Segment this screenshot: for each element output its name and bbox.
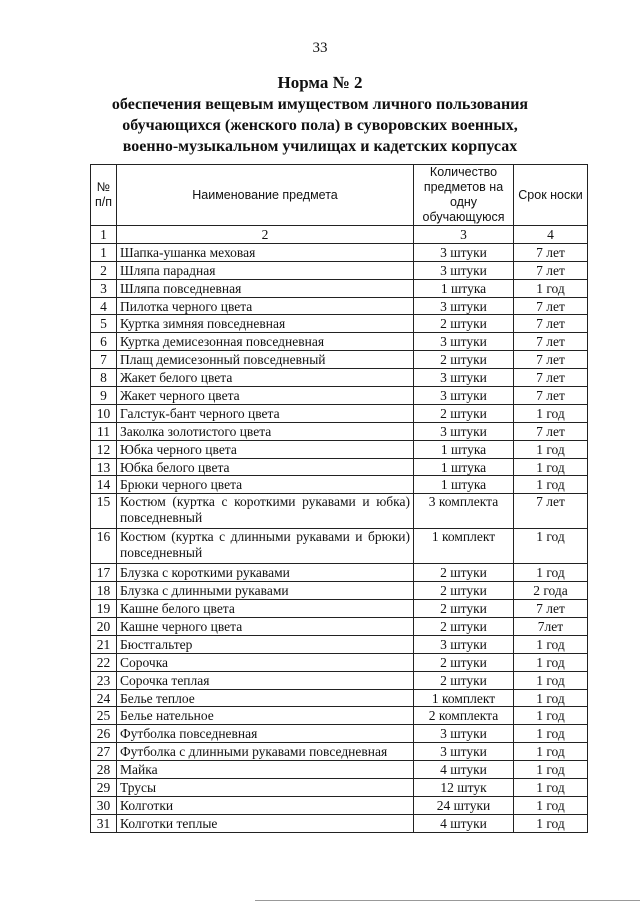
header-num: № п/п	[91, 165, 117, 226]
row-number: 6	[91, 333, 117, 351]
item-wear-term: 1 год	[514, 529, 588, 564]
item-name: Пилотка черного цвета	[117, 297, 414, 315]
scan-edge-line	[255, 900, 640, 901]
header-qty: Количество предметов на одну обучающуюся	[414, 165, 514, 226]
table-row	[91, 351, 588, 369]
column-number: 2	[117, 226, 414, 244]
row-number: 31	[91, 814, 117, 832]
row-number: 2	[91, 261, 117, 279]
column-number: 1	[91, 226, 117, 244]
item-name: Футболка с длинными рукавами повседневная	[117, 743, 414, 761]
item-quantity: 2 комплекта	[414, 707, 514, 725]
table-row	[91, 814, 588, 832]
item-quantity: 3 штуки	[414, 333, 514, 351]
row-number: 17	[91, 564, 117, 582]
item-name: Заколка золотистого цвета	[117, 422, 414, 440]
item-quantity: 3 штуки	[414, 387, 514, 405]
item-wear-term: 7лет	[514, 618, 588, 636]
table-row	[91, 440, 588, 458]
table-row	[91, 458, 588, 476]
item-wear-term: 1 год	[514, 779, 588, 797]
item-wear-term: 7 лет	[514, 600, 588, 618]
row-number: 20	[91, 618, 117, 636]
table-row	[91, 564, 588, 582]
item-wear-term: 7 лет	[514, 422, 588, 440]
item-name: Плащ демисезонный повседневный	[117, 351, 414, 369]
item-wear-term: 1 год	[514, 707, 588, 725]
row-number: 16	[91, 529, 117, 564]
item-wear-term: 1 год	[514, 743, 588, 761]
table-row	[91, 725, 588, 743]
table-row	[91, 689, 588, 707]
table-row	[91, 671, 588, 689]
item-wear-term: 2 года	[514, 582, 588, 600]
table-row	[91, 387, 588, 405]
table-row	[91, 779, 588, 797]
row-number: 25	[91, 707, 117, 725]
table-row	[91, 279, 588, 297]
table-row	[91, 333, 588, 351]
item-quantity: 1 комплект	[414, 689, 514, 707]
item-name: Кашне белого цвета	[117, 600, 414, 618]
item-name: Бюстгальтер	[117, 635, 414, 653]
item-wear-term: 1 год	[514, 476, 588, 494]
item-wear-term: 1 год	[514, 814, 588, 832]
item-name: Сорочка теплая	[117, 671, 414, 689]
item-name: Колготки теплые	[117, 814, 414, 832]
row-number: 26	[91, 725, 117, 743]
item-name: Блузка с короткими рукавами	[117, 564, 414, 582]
row-number: 21	[91, 635, 117, 653]
table-row	[91, 529, 588, 564]
item-quantity: 3 штуки	[414, 243, 514, 261]
page-number: 33	[312, 40, 328, 56]
item-quantity: 2 штуки	[414, 404, 514, 422]
item-quantity: 2 штуки	[414, 618, 514, 636]
item-wear-term: 1 год	[514, 440, 588, 458]
row-number: 4	[91, 297, 117, 315]
item-name: Белье теплое	[117, 689, 414, 707]
row-number: 29	[91, 779, 117, 797]
table-row	[91, 494, 588, 529]
table-row	[91, 653, 588, 671]
item-name: Жакет белого цвета	[117, 369, 414, 387]
table-row	[91, 707, 588, 725]
row-number: 27	[91, 743, 117, 761]
title-line-3: военно-музыкальном училищах и кадетских корпусах	[122, 138, 518, 155]
item-wear-term: 1 год	[514, 725, 588, 743]
item-wear-term: 1 год	[514, 404, 588, 422]
item-name: Белье нательное	[117, 707, 414, 725]
item-wear-term: 7 лет	[514, 261, 588, 279]
item-name: Сорочка	[117, 653, 414, 671]
row-number: 15	[91, 494, 117, 529]
item-quantity: 3 штуки	[414, 635, 514, 653]
table-row	[91, 635, 588, 653]
title-line-1: обеспечения вещевым имуществом личного пользования	[111, 96, 529, 113]
item-wear-term: 1 год	[514, 761, 588, 779]
item-quantity: 1 штука	[414, 279, 514, 297]
column-number: 3	[414, 226, 514, 244]
column-number-row	[91, 226, 588, 244]
title-main: Норма № 2	[277, 73, 363, 92]
row-number: 10	[91, 404, 117, 422]
table-row	[91, 369, 588, 387]
row-number: 18	[91, 582, 117, 600]
item-name: Жакет черного цвета	[117, 387, 414, 405]
item-wear-term: 7 лет	[514, 387, 588, 405]
row-number: 14	[91, 476, 117, 494]
table-row	[91, 743, 588, 761]
item-quantity: 3 штуки	[414, 297, 514, 315]
item-name: Костюм (куртка с длинными рукавами и брюки) повседневный	[117, 529, 414, 564]
item-quantity: 1 штука	[414, 476, 514, 494]
item-quantity: 24 штуки	[414, 796, 514, 814]
item-wear-term: 7 лет	[514, 333, 588, 351]
item-name: Майка	[117, 761, 414, 779]
row-number: 23	[91, 671, 117, 689]
item-name: Трусы	[117, 779, 414, 797]
row-number: 5	[91, 315, 117, 333]
row-number: 7	[91, 351, 117, 369]
item-wear-term: 7 лет	[514, 315, 588, 333]
header-term: Срок носки	[514, 165, 588, 226]
item-name: Футболка повседневная	[117, 725, 414, 743]
item-name: Костюм (куртка с короткими рукавами и юбка) повседневный	[117, 494, 414, 529]
item-quantity: 3 штуки	[414, 743, 514, 761]
item-name: Юбка черного цвета	[117, 440, 414, 458]
item-name: Куртка зимняя повседневная	[117, 315, 414, 333]
item-wear-term: 1 год	[514, 635, 588, 653]
row-number: 3	[91, 279, 117, 297]
header-name: Наименование предмета	[117, 165, 414, 226]
item-name: Шляпа повседневная	[117, 279, 414, 297]
item-quantity: 2 штуки	[414, 653, 514, 671]
row-number: 8	[91, 369, 117, 387]
table-row	[91, 261, 588, 279]
item-name: Куртка демисезонная повседневная	[117, 333, 414, 351]
table-row	[91, 618, 588, 636]
row-number: 22	[91, 653, 117, 671]
table-row	[91, 315, 588, 333]
item-quantity: 1 штука	[414, 440, 514, 458]
item-quantity: 1 комплект	[414, 529, 514, 564]
table-row	[91, 422, 588, 440]
item-name: Галстук-бант черного цвета	[117, 404, 414, 422]
table-header-row	[91, 165, 588, 226]
item-quantity: 4 штуки	[414, 814, 514, 832]
title-line-2: обучающихся (женского пола) в суворовских военных,	[122, 117, 518, 134]
item-wear-term: 7 лет	[514, 297, 588, 315]
item-wear-term: 7 лет	[514, 494, 588, 529]
item-wear-term: 7 лет	[514, 243, 588, 261]
item-wear-term: 1 год	[514, 279, 588, 297]
item-wear-term: 7 лет	[514, 351, 588, 369]
row-number: 19	[91, 600, 117, 618]
item-quantity: 2 штуки	[414, 351, 514, 369]
table-row	[91, 404, 588, 422]
table-row	[91, 476, 588, 494]
table-row	[91, 243, 588, 261]
item-quantity: 2 штуки	[414, 582, 514, 600]
item-quantity: 3 штуки	[414, 261, 514, 279]
item-quantity: 4 штуки	[414, 761, 514, 779]
table-row	[91, 796, 588, 814]
item-wear-term: 1 год	[514, 689, 588, 707]
row-number: 11	[91, 422, 117, 440]
table-row	[91, 600, 588, 618]
item-quantity: 12 штук	[414, 779, 514, 797]
item-quantity: 2 штуки	[414, 671, 514, 689]
item-quantity: 3 штуки	[414, 725, 514, 743]
norm-table	[90, 164, 588, 833]
item-name: Шапка-ушанка меховая	[117, 243, 414, 261]
item-quantity: 2 штуки	[414, 600, 514, 618]
item-wear-term: 1 год	[514, 458, 588, 476]
item-quantity: 3 штуки	[414, 422, 514, 440]
item-wear-term: 1 год	[514, 671, 588, 689]
table-row	[91, 761, 588, 779]
row-number: 9	[91, 387, 117, 405]
item-quantity: 3 штуки	[414, 369, 514, 387]
item-wear-term: 1 год	[514, 653, 588, 671]
item-name: Брюки черного цвета	[117, 476, 414, 494]
item-name: Блузка с длинными рукавами	[117, 582, 414, 600]
row-number: 24	[91, 689, 117, 707]
row-number: 12	[91, 440, 117, 458]
column-number: 4	[514, 226, 588, 244]
item-name: Колготки	[117, 796, 414, 814]
item-wear-term: 1 год	[514, 796, 588, 814]
table-row	[91, 297, 588, 315]
item-quantity: 1 штука	[414, 458, 514, 476]
row-number: 30	[91, 796, 117, 814]
item-name: Кашне черного цвета	[117, 618, 414, 636]
item-quantity: 2 штуки	[414, 564, 514, 582]
table-row	[91, 582, 588, 600]
item-wear-term: 7 лет	[514, 369, 588, 387]
item-quantity: 3 комплекта	[414, 494, 514, 529]
item-name: Юбка белого цвета	[117, 458, 414, 476]
row-number: 1	[91, 243, 117, 261]
item-quantity: 2 штуки	[414, 315, 514, 333]
item-wear-term: 1 год	[514, 564, 588, 582]
item-name: Шляпа парадная	[117, 261, 414, 279]
row-number: 28	[91, 761, 117, 779]
row-number: 13	[91, 458, 117, 476]
document-title	[40, 72, 600, 157]
